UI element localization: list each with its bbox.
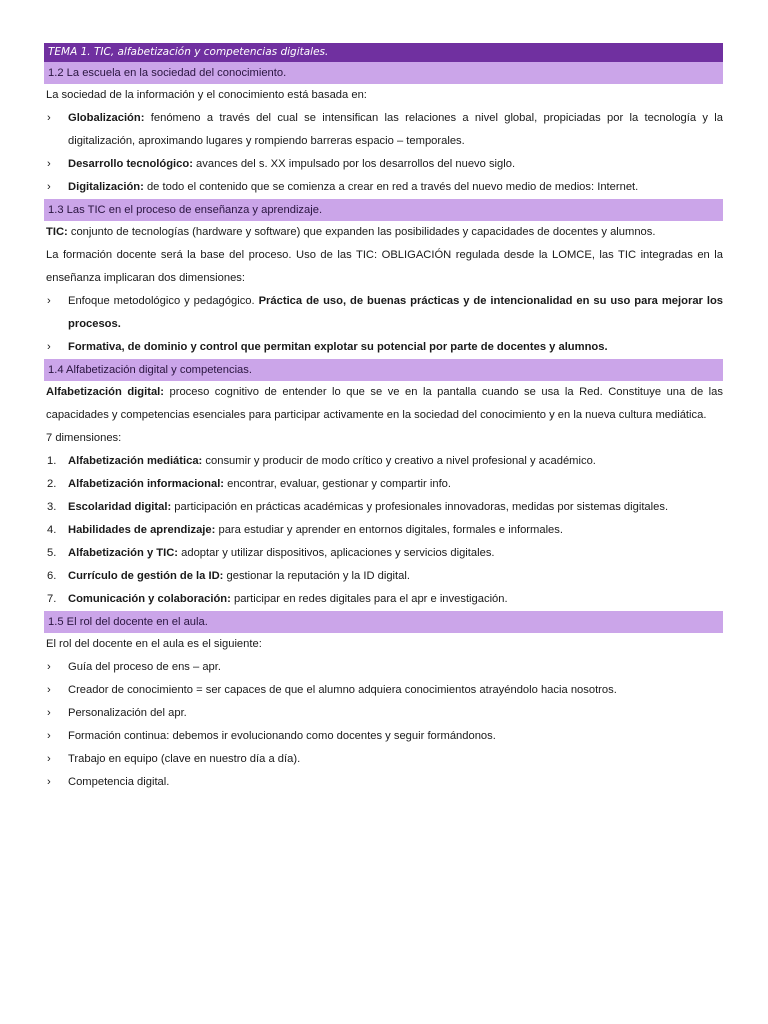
term: Alfabetización y TIC: — [68, 547, 179, 559]
section-heading-1-3: 1.3 Las TIC en el proceso de enseñanza y aprendizaje. — [44, 199, 723, 221]
term: Comunicación y colaboración: — [68, 593, 231, 605]
list-item — [44, 771, 723, 794]
term: Alfabetización mediática: — [68, 455, 203, 467]
item-text: Formación continua: debemos ir evolucionando como docentes y seguir formándonos. — [68, 730, 496, 742]
section-1-2-intro: La sociedad de la información y el conocimiento está basada en: — [46, 89, 367, 101]
definition: proceso cognitivo de entender lo que se ve en la pantalla cuando se usa la Red. Constituye una de las capacidades y competencias esenciales para participar activamente en la sociedad del conocimiento y en la nueva cultura mediática. — [46, 386, 723, 421]
list-item — [44, 107, 723, 153]
alfabetizacion-definition — [44, 381, 723, 427]
definition: de todo el contenido que se comienza a crear en red a través del nuevo medio de medios: Internet. — [143, 181, 639, 193]
item-number: 1. — [47, 455, 57, 467]
section-heading-1-2: 1.2 La escuela en la sociedad del conocimiento. — [44, 62, 723, 84]
term: Alfabetización digital: — [46, 386, 164, 398]
definition: consumir y producir de modo crítico y creativo a nivel profesional y académico. — [202, 455, 596, 467]
definition: participación en prácticas académicas y profesionales innovadoras, medidas por sistemas digitales. — [171, 501, 669, 513]
term: TIC: — [46, 226, 68, 238]
item-number: 3. — [47, 501, 57, 513]
section-1-3-paragraph: La formación docente será la base del proceso. Uso de las TIC: OBLIGACIÓN regulada desde la LOMCE, las TIC integradas en la enseñanza implicaran dos dimensiones: — [46, 249, 723, 284]
definition: avances del s. XX impulsado por los desarrollos del nuevo siglo. — [192, 158, 516, 170]
tic-definition — [44, 221, 723, 244]
term: Habilidades de aprendizaje: — [68, 524, 216, 536]
definition: adoptar y utilizar dispositivos, aplicaciones y servicios digitales. — [178, 547, 495, 559]
numbered-item — [44, 519, 723, 542]
definition: fenómeno a través del cual se intensifican las relaciones a nivel global, propiciadas por la tecnología y la digitalización, aproximando lugares y rompiendo barreras espacio – temporales. — [68, 112, 723, 147]
item-text: Creador de conocimiento = ser capaces de que el alumno adquiera conocimientos atrayéndolo hacia nosotros. — [68, 684, 617, 696]
bullet-marker: › — [47, 707, 51, 719]
term: Digitalización: — [68, 181, 144, 193]
definition: conjunto de tecnologías (hardware y software) que expanden las posibilidades y capacidades de docentes y alumnos. — [67, 226, 656, 238]
numbered-item — [44, 565, 723, 588]
item-text: Competencia digital. — [68, 776, 170, 788]
item-number: 5. — [47, 547, 57, 559]
list-item — [44, 702, 723, 725]
item-text: Trabajo en equipo (clave en nuestro día a día). — [68, 753, 301, 765]
bullet-marker: › — [47, 295, 51, 307]
numbered-item — [44, 473, 723, 496]
item-text: Guía del proceso de ens – apr. — [68, 661, 221, 673]
term: Desarrollo tecnológico: — [68, 158, 193, 170]
document-body — [44, 43, 723, 794]
list-item — [44, 290, 723, 336]
definition: gestionar la reputación y la ID digital. — [223, 570, 410, 582]
section-heading-1-4: 1.4 Alfabetización digital y competencias. — [44, 359, 723, 381]
term: Escolaridad digital: — [68, 501, 172, 513]
list-item — [44, 656, 723, 679]
numbered-item — [44, 496, 723, 519]
item-number: 4. — [47, 524, 57, 536]
list-item — [44, 176, 723, 199]
term: Globalización: — [68, 112, 145, 124]
numbered-item — [44, 588, 723, 611]
bullet-marker: › — [47, 341, 51, 353]
numbered-item — [44, 542, 723, 565]
bullet-marker: › — [47, 776, 51, 788]
bullet-marker: › — [47, 684, 51, 696]
bullet-marker: › — [47, 730, 51, 742]
list-item — [44, 153, 723, 176]
bullet-marker: › — [47, 661, 51, 673]
item-number: 6. — [47, 570, 57, 582]
item-bold-text: Formativa, de dominio y control que permitan explotar su potencial por parte de docentes y alumnos. — [68, 341, 608, 353]
definition: participar en redes digitales para el apr e investigación. — [230, 593, 508, 605]
bullet-marker: › — [47, 112, 51, 124]
section-1-5-intro: El rol del docente en el aula es el siguiente: — [46, 638, 262, 650]
section-heading-1-5: 1.5 El rol del docente en el aula. — [44, 611, 723, 633]
list-item — [44, 679, 723, 702]
dimensions-label: 7 dimensiones: — [46, 432, 122, 444]
definition: encontrar, evaluar, gestionar y compartir info. — [224, 478, 452, 490]
item-number: 2. — [47, 478, 57, 490]
item-text: Enfoque metodológico y pedagógico. — [68, 295, 259, 307]
bullet-marker: › — [47, 158, 51, 170]
bullet-marker: › — [47, 753, 51, 765]
list-item — [44, 748, 723, 771]
item-text: Personalización del apr. — [68, 707, 187, 719]
numbered-item — [44, 450, 723, 473]
definition: para estudiar y aprender en entornos digitales, formales e informales. — [215, 524, 563, 536]
document-title: TEMA 1. TIC, alfabetización y competencias digitales. — [44, 43, 723, 62]
term: Alfabetización informacional: — [68, 478, 225, 490]
item-number: 7. — [47, 593, 57, 605]
bullet-marker: › — [47, 181, 51, 193]
item-bold-text: Práctica de uso, de buenas prácticas y de intencionalidad en su uso para mejorar los procesos. — [68, 295, 724, 330]
list-item — [44, 336, 723, 359]
term: Currículo de gestión de la ID: — [68, 570, 224, 582]
list-item — [44, 725, 723, 748]
